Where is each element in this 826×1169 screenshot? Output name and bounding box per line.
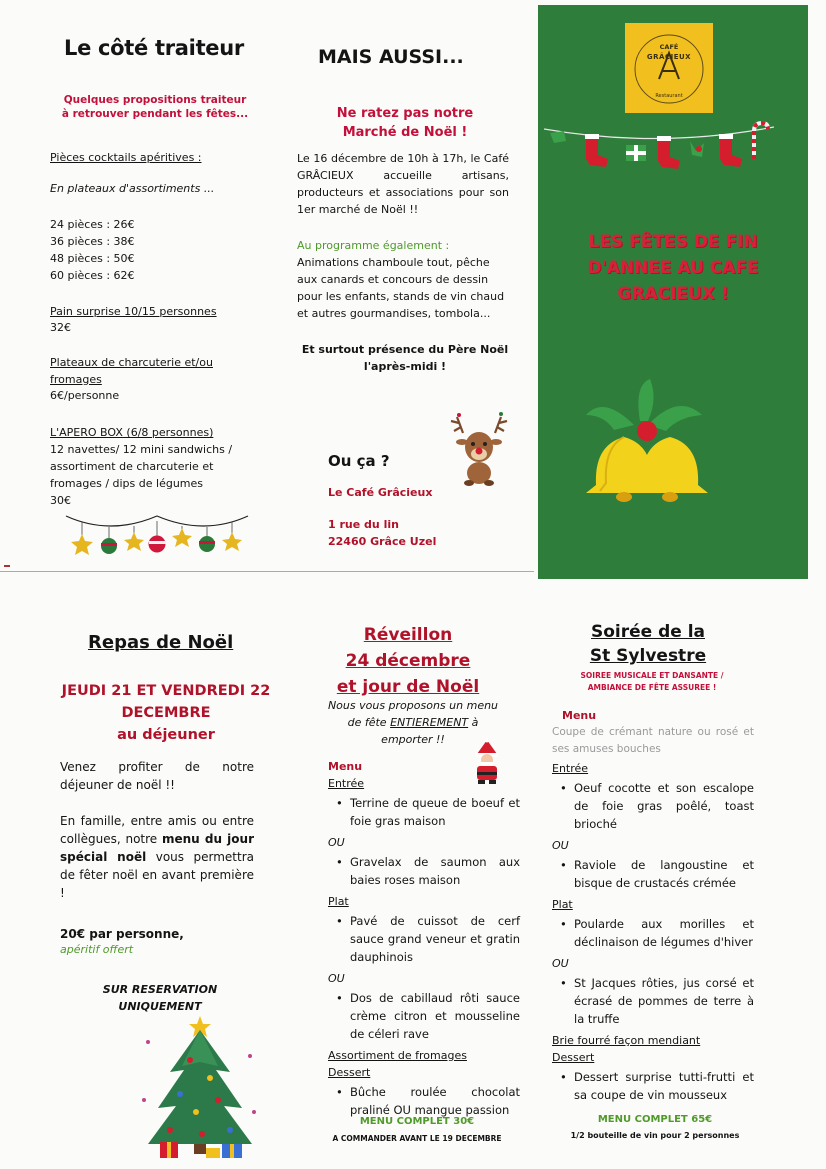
logo-bottom-text: Restaurant [655, 93, 683, 99]
pain-price: 32€ [50, 321, 71, 334]
logo-main-text: GRÂCIEUX [646, 53, 692, 61]
marche-description: Le 16 décembre de 10h à 17h, le Café GRÂCIEUX accueille artisans, producteurs et associations pour son 1er marché de Noël !! [297, 152, 509, 216]
christmas-bells-icon [574, 375, 724, 515]
brie-label: Brie fourré façon mendiant [552, 1034, 701, 1047]
marche-heading: Ne ratez pas notre Marché de Noël ! [336, 106, 474, 140]
pere-noel-note: Et surtout présence du Père Noël l'après-midi ! [301, 343, 509, 373]
reveillon-title: Réveillon 24 décembre et jour de Noël [336, 625, 480, 697]
menu-item: • Dessert surprise tutti-frutti et sa coupe de vin mousseux [574, 1068, 754, 1104]
christmas-tree-icon [140, 1012, 260, 1160]
menu-item: • Bûche roulée chocolat praliné OU mangue passion [350, 1083, 520, 1119]
stocking-garland-illustration [544, 119, 774, 179]
repas-description: En famille, entre amis ou entre collègues, notre menu du jour spécial noël vous permettra de fêter noël en avant première ! [60, 814, 255, 900]
entree-label: Entrée [552, 762, 589, 775]
menu-item: • Oeuf cocotte et son escalope de foie gras poêlé, toast brioché [574, 779, 754, 833]
apero-price: 30€ [50, 494, 71, 507]
fold-line [0, 571, 534, 572]
traiteur-title: Le côté traiteur [64, 36, 244, 60]
reveillon-intro: Nous vous proposons un menu de fête ENTIEREMENT à emporter !! [327, 699, 499, 746]
repas-intro: Venez profiter de notre déjeuner de noël !! [60, 760, 254, 792]
ou-separator: OU [328, 836, 345, 849]
repas-dates: JEUDI 21 ET VENDREDI 22 DECEMBRE au déjeuner [61, 683, 271, 743]
repas-price: 20€ par personne, [60, 927, 184, 941]
venue-name: Le Café Grâcieux [328, 486, 433, 499]
entree-label: Entrée [328, 777, 365, 790]
repas-aperitif: apéritif offert [60, 943, 134, 956]
menu-label: Menu [328, 760, 363, 773]
cover-panel [538, 5, 808, 579]
menu-item: • Poularde aux morilles et déclinaison de légumes d'hiver [574, 915, 754, 951]
cocktail-price-list [50, 216, 135, 284]
programme-description: Animations chamboule tout, pêche aux canards et concours de dessin pour les enfants, stands de vin chaud et autres gourmandises, tombola... [297, 256, 505, 320]
cocktail-price: 60 pièces : 62€ [50, 269, 135, 282]
sylvestre-title: Soirée de la St Sylvestre [589, 622, 707, 666]
plat-label: Plat [328, 895, 349, 908]
logo-top-text: CAFÉ [659, 43, 679, 51]
menu-item: • Raviole de langoustine et bisque de crustacés crémée [574, 856, 754, 892]
repas-title: Repas de Noël [88, 632, 234, 653]
plateaux-price: 6€/personne [50, 389, 120, 402]
aperitif-line: Coupe de crémant nature ou rosé et ses amuses bouches [552, 726, 754, 755]
apero-heading: L'APERO BOX (6/8 personnes) [50, 426, 214, 439]
cocktail-subheading: En plateaux d'assortiments ... [50, 182, 215, 195]
ou-separator: OU [552, 839, 569, 852]
pain-heading: Pain surprise 10/15 personnes [50, 305, 217, 318]
cover-headline: LES FÊTES DE FIN D'ANNEE AU CAFE GRACIEUX ! [587, 232, 759, 304]
menu-item: • St Jacques rôties, jus corsé et écrasé de pommes de terre à la truffe [574, 974, 754, 1028]
ornament-garland-illustration [62, 508, 252, 558]
fold-mark [4, 565, 10, 567]
dessert-label: Dessert [328, 1066, 371, 1079]
plateaux-heading: Plateaux de charcuterie et/ou fromages [50, 356, 213, 386]
dessert-label: Dessert [552, 1051, 595, 1064]
cocktail-price: 36 pièces : 38€ [50, 235, 135, 248]
menu-item: • Dos de cabillaud rôti sauce crème citron et mousseline de céleri rave [350, 989, 520, 1043]
reveillon-commande: A COMMANDER AVANT LE 19 DECEMBRE [332, 1134, 502, 1143]
venue-address: 1 rue du lin 22460 Grâce Uzel [328, 518, 437, 548]
programme-heading: Au programme également : [297, 239, 450, 252]
sylvestre-menu-complet: MENU COMPLET 65€ [597, 1114, 713, 1125]
ou-separator: OU [328, 972, 345, 985]
sylvestre-menu [552, 707, 754, 1108]
menu-item: • Terrine de queue de boeuf et foie gras maison [350, 794, 520, 830]
logo-circle-icon [625, 23, 713, 113]
reveillon-menu [328, 758, 520, 1123]
reservation-note: SUR RESERVATION UNIQUEMENT [102, 983, 218, 1013]
apero-description: 12 navettes/ 12 mini sandwichs / assortiment de charcuterie et fromages / dips de légumes [50, 443, 233, 490]
cocktail-price: 24 pièces : 26€ [50, 218, 135, 231]
fromages-label: Assortiment de fromages [328, 1049, 467, 1062]
cocktail-heading: Pièces cocktails apéritives : [50, 151, 202, 164]
sylvestre-subtitle: SOIREE MUSICALE ET DANSANTE / AMBIANCE DE FÊTE ASSUREE ! [580, 671, 724, 692]
menu-label: Menu [562, 709, 597, 722]
ou-separator: OU [552, 957, 569, 970]
reindeer-icon [449, 409, 509, 487]
reveillon-menu-complet: MENU COMPLET 30€ [359, 1116, 475, 1127]
traiteur-intro: Quelques propositions traiteur à retrouver pendant les fêtes... [61, 94, 249, 120]
cocktail-price: 48 pièces : 50€ [50, 252, 135, 265]
menu-item: • Gravelax de saumon aux baies roses maison [350, 853, 520, 889]
mais-aussi-title: MAIS AUSSI... [318, 46, 464, 68]
cafe-logo [625, 23, 713, 113]
menu-item: • Pavé de cuissot de cerf sauce grand veneur et gratin dauphinois [350, 912, 520, 966]
location-heading: Ou ça ? [328, 452, 390, 470]
sylvestre-vin: 1/2 bouteille de vin pour 2 personnes [570, 1131, 740, 1140]
plat-label: Plat [552, 898, 573, 911]
